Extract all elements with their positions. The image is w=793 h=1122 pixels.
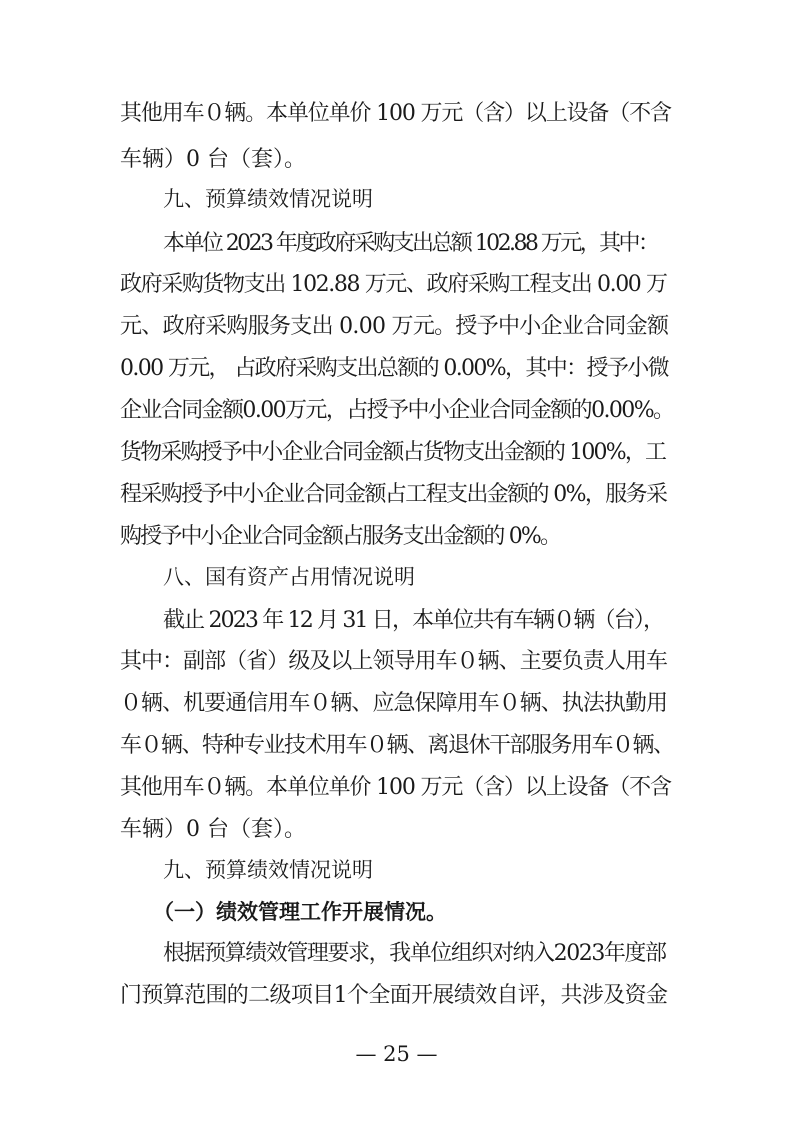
- page-number: — 25 —: [355, 1042, 438, 1066]
